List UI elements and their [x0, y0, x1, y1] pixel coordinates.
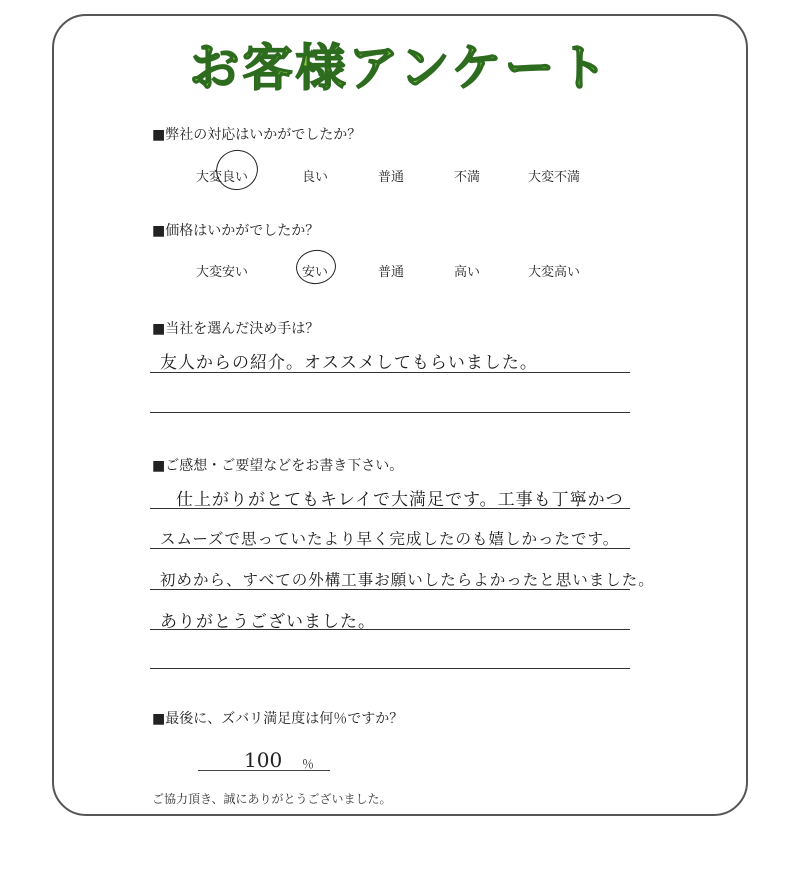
option-service-dissatisfied[interactable]: 不満	[454, 170, 481, 185]
answer-reason: 友人からの紹介。オススメしてもらいました。	[160, 353, 538, 373]
option-service-very-dissatisfied[interactable]: 大変不満	[528, 170, 581, 185]
option-price-very-expensive[interactable]: 大変高い	[528, 265, 581, 280]
option-service-very-good[interactable]: 大変良い	[196, 170, 249, 185]
option-price-normal[interactable]: 普通	[378, 265, 405, 280]
option-price-cheap[interactable]: 安い	[302, 265, 329, 280]
feedback-line-2: スムーズで思っていたより早く完成したのも嬉しかったです。	[160, 530, 620, 548]
answer-line	[150, 629, 630, 630]
answer-line	[150, 668, 630, 669]
question-price: ■価格はいかがでしたか？	[152, 223, 320, 239]
answer-line	[150, 412, 630, 413]
option-service-normal[interactable]: 普通	[378, 170, 405, 185]
feedback-line-1: 仕上がりがとてもキレイで大満足です。工事も丁寧かつ	[176, 490, 624, 510]
answer-line	[150, 589, 630, 590]
answer-line	[150, 548, 630, 549]
answer-line	[150, 372, 630, 373]
question-service: ■弊社の対応はいかがでしたか？	[152, 127, 362, 143]
question-feedback: ■ご感想・ご要望などをお書き下さい。	[152, 458, 404, 474]
question-satisfaction: ■最後に、ズバリ満足度は何％ですか？	[152, 711, 404, 727]
option-price-expensive[interactable]: 高い	[454, 265, 481, 280]
feedback-line-3: 初めから、すべての外構工事お願いしたらよかったと思いました。	[160, 571, 655, 589]
satisfaction-value: 100	[244, 748, 283, 772]
survey-title: お客様アンケート	[189, 39, 611, 97]
answer-line	[150, 508, 630, 509]
satisfaction-line	[198, 770, 330, 771]
feedback-line-4: ありがとうございました。	[160, 612, 376, 632]
option-price-very-cheap[interactable]: 大変安い	[196, 265, 249, 280]
satisfaction-unit: ％	[302, 757, 315, 771]
option-service-good[interactable]: 良い	[302, 170, 329, 185]
question-reason: ■当社を選んだ決め手は？	[152, 321, 320, 337]
thanks-message: ご協力頂き、誠にありがとうございました。	[152, 792, 392, 806]
